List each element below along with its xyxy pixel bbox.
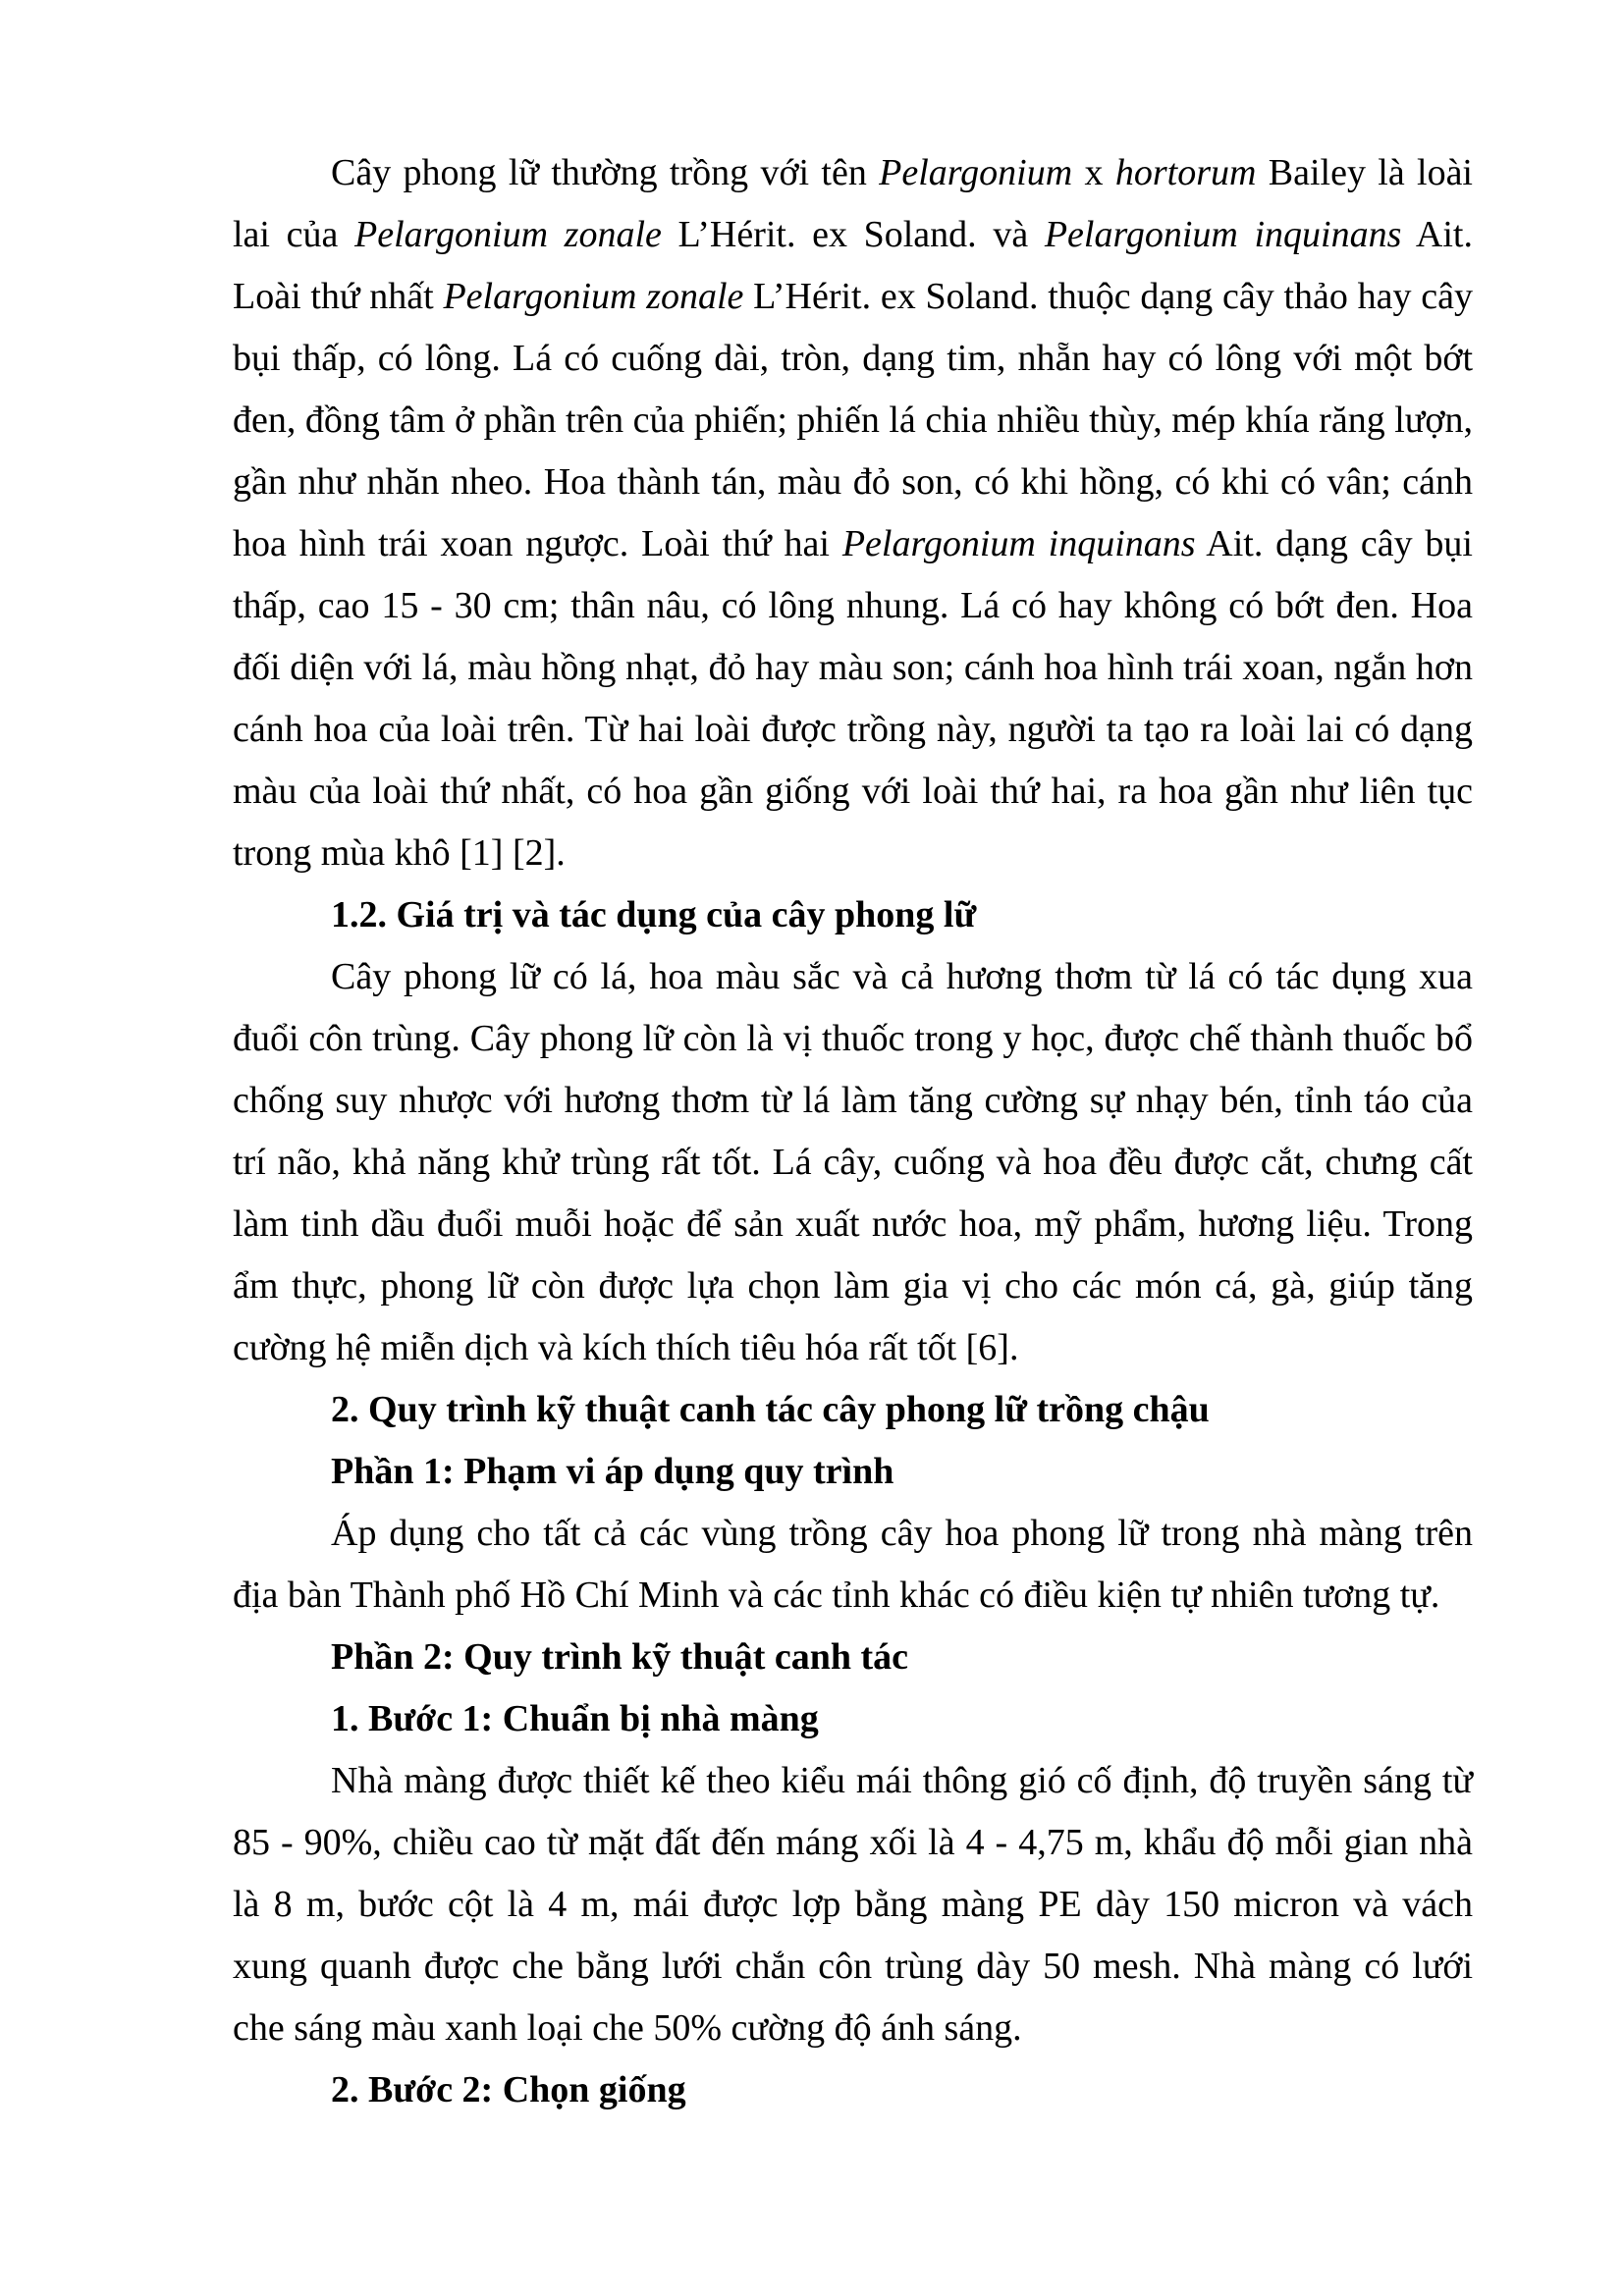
species-name-italic: Pelargonium zonale bbox=[443, 276, 744, 317]
text-segment: Cây phong lữ có lá, hoa màu sắc và cả hương thơm từ lá có tác dụng xua đuổi côn trùng. Cây phong lữ còn là vị thuốc trong y học, được chế thành thuốc bổ chống suy nhược với hương thơm từ lá làm tăng cường sự nhạy bén, tỉnh táo của trí não, khả năng khử trùng rất tốt. Lá cây, cuống và hoa đều được cắt, chưng cất làm tinh dầu đuổi muỗi hoặc để sản xuất nước hoa, mỹ phẩm, hương liệu. Trong ẩm thực, phong lữ còn được lựa chọn làm gia vị cho các món cá, gà, giúp tăng cường hệ miễn dịch và kích thích tiêu hóa rất tốt [6]. bbox=[233, 956, 1473, 1368]
species-name-italic: Pelargonium inquinans bbox=[841, 523, 1196, 564]
species-name-italic: Pelargonium zonale bbox=[354, 214, 662, 255]
text-segment: Áp dụng cho tất cả các vùng trồng cây hoa phong lữ trong nhà màng trên địa bàn Thành phố Hồ Chí Minh và các tỉnh khác có điều kiện tự nhiên tương tự. bbox=[233, 1513, 1473, 1616]
section-heading bbox=[233, 1688, 1473, 1750]
text-segment: x bbox=[1072, 152, 1115, 193]
section-heading bbox=[233, 884, 1473, 946]
text-segment: Phần 2: Quy trình kỹ thuật canh tác bbox=[331, 1636, 909, 1678]
text-segment: L’Hérit. ex Soland. thuộc dạng cây thảo hay cây bụi thấp, có lông. Lá có cuống dài, tròn, dạng tim, nhẵn hay có lông với một bớt đen, đồng tâm ở phần trên của phiến; phiến lá chia nhiều thùy, mép khía răng lượn, gần như nhăn nheo. Hoa thành tán, màu đỏ son, có khi hồng, có khi có vân; cánh hoa hình trái xoan ngược. Loài thứ hai bbox=[233, 276, 1473, 564]
text-segment: 1. Bước 1: Chuẩn bị nhà màng bbox=[331, 1698, 819, 1739]
body-paragraph bbox=[233, 1750, 1473, 2059]
species-name-italic: hortorum bbox=[1114, 152, 1257, 193]
text-segment: L’Hérit. ex Soland. và bbox=[661, 214, 1045, 255]
text-segment: Cây phong lữ thường trồng với tên bbox=[331, 152, 880, 193]
species-name-italic: Pelargonium bbox=[879, 152, 1073, 193]
text-segment: 2. Bước 2: Chọn giống bbox=[331, 2069, 686, 2110]
section-heading bbox=[233, 1441, 1473, 1503]
section-heading bbox=[233, 2059, 1473, 2121]
text-segment: 1.2. Giá trị và tác dụng của cây phong lữ bbox=[331, 894, 977, 935]
text-segment: 2. Quy trình kỹ thuật canh tác cây phong lữ trồng chậu bbox=[331, 1389, 1210, 1430]
text-segment: Nhà màng được thiết kế theo kiểu mái thông gió cố định, độ truyền sáng từ 85 - 90%, chiều cao từ mặt đất đến máng xối là 4 - 4,75 m, khẩu độ mỗi gian nhà là 8 m, bước cột là 4 m, mái được lợp bằng màng PE dày 150 micron và vách xung quanh được che bằng lưới chắn côn trùng dày 50 mesh. Nhà màng có lưới che sáng màu xanh loại che 50% cường độ ánh sáng. bbox=[233, 1760, 1473, 2049]
document-body bbox=[233, 142, 1473, 2121]
body-paragraph bbox=[233, 946, 1473, 1379]
section-heading bbox=[233, 1379, 1473, 1441]
body-paragraph bbox=[233, 142, 1473, 884]
text-segment: Ait. Loài thứ nhất bbox=[233, 214, 1473, 317]
species-name-italic: Pelargonium inquinans bbox=[1044, 214, 1402, 255]
body-paragraph bbox=[233, 1503, 1473, 1627]
text-segment: Bailey là loài lai của bbox=[233, 152, 1473, 255]
text-segment: Ait. dạng cây bụi thấp, cao 15 - 30 cm; thân nâu, có lông nhung. Lá có hay không có bớt đen. Hoa đối diện với lá, màu hồng nhạt, đỏ hay màu son; cánh hoa hình trái xoan, ngắn hơn cánh hoa của loài trên. Từ hai loài được trồng này, người ta tạo ra loài lai có dạng màu của loài thứ nhất, có hoa gần giống với loài thứ hai, ra hoa gần như liên tục trong mùa khô [1] [2]. bbox=[233, 523, 1473, 874]
section-heading bbox=[233, 1627, 1473, 1688]
text-segment: Phần 1: Phạm vi áp dụng quy trình bbox=[331, 1451, 894, 1492]
